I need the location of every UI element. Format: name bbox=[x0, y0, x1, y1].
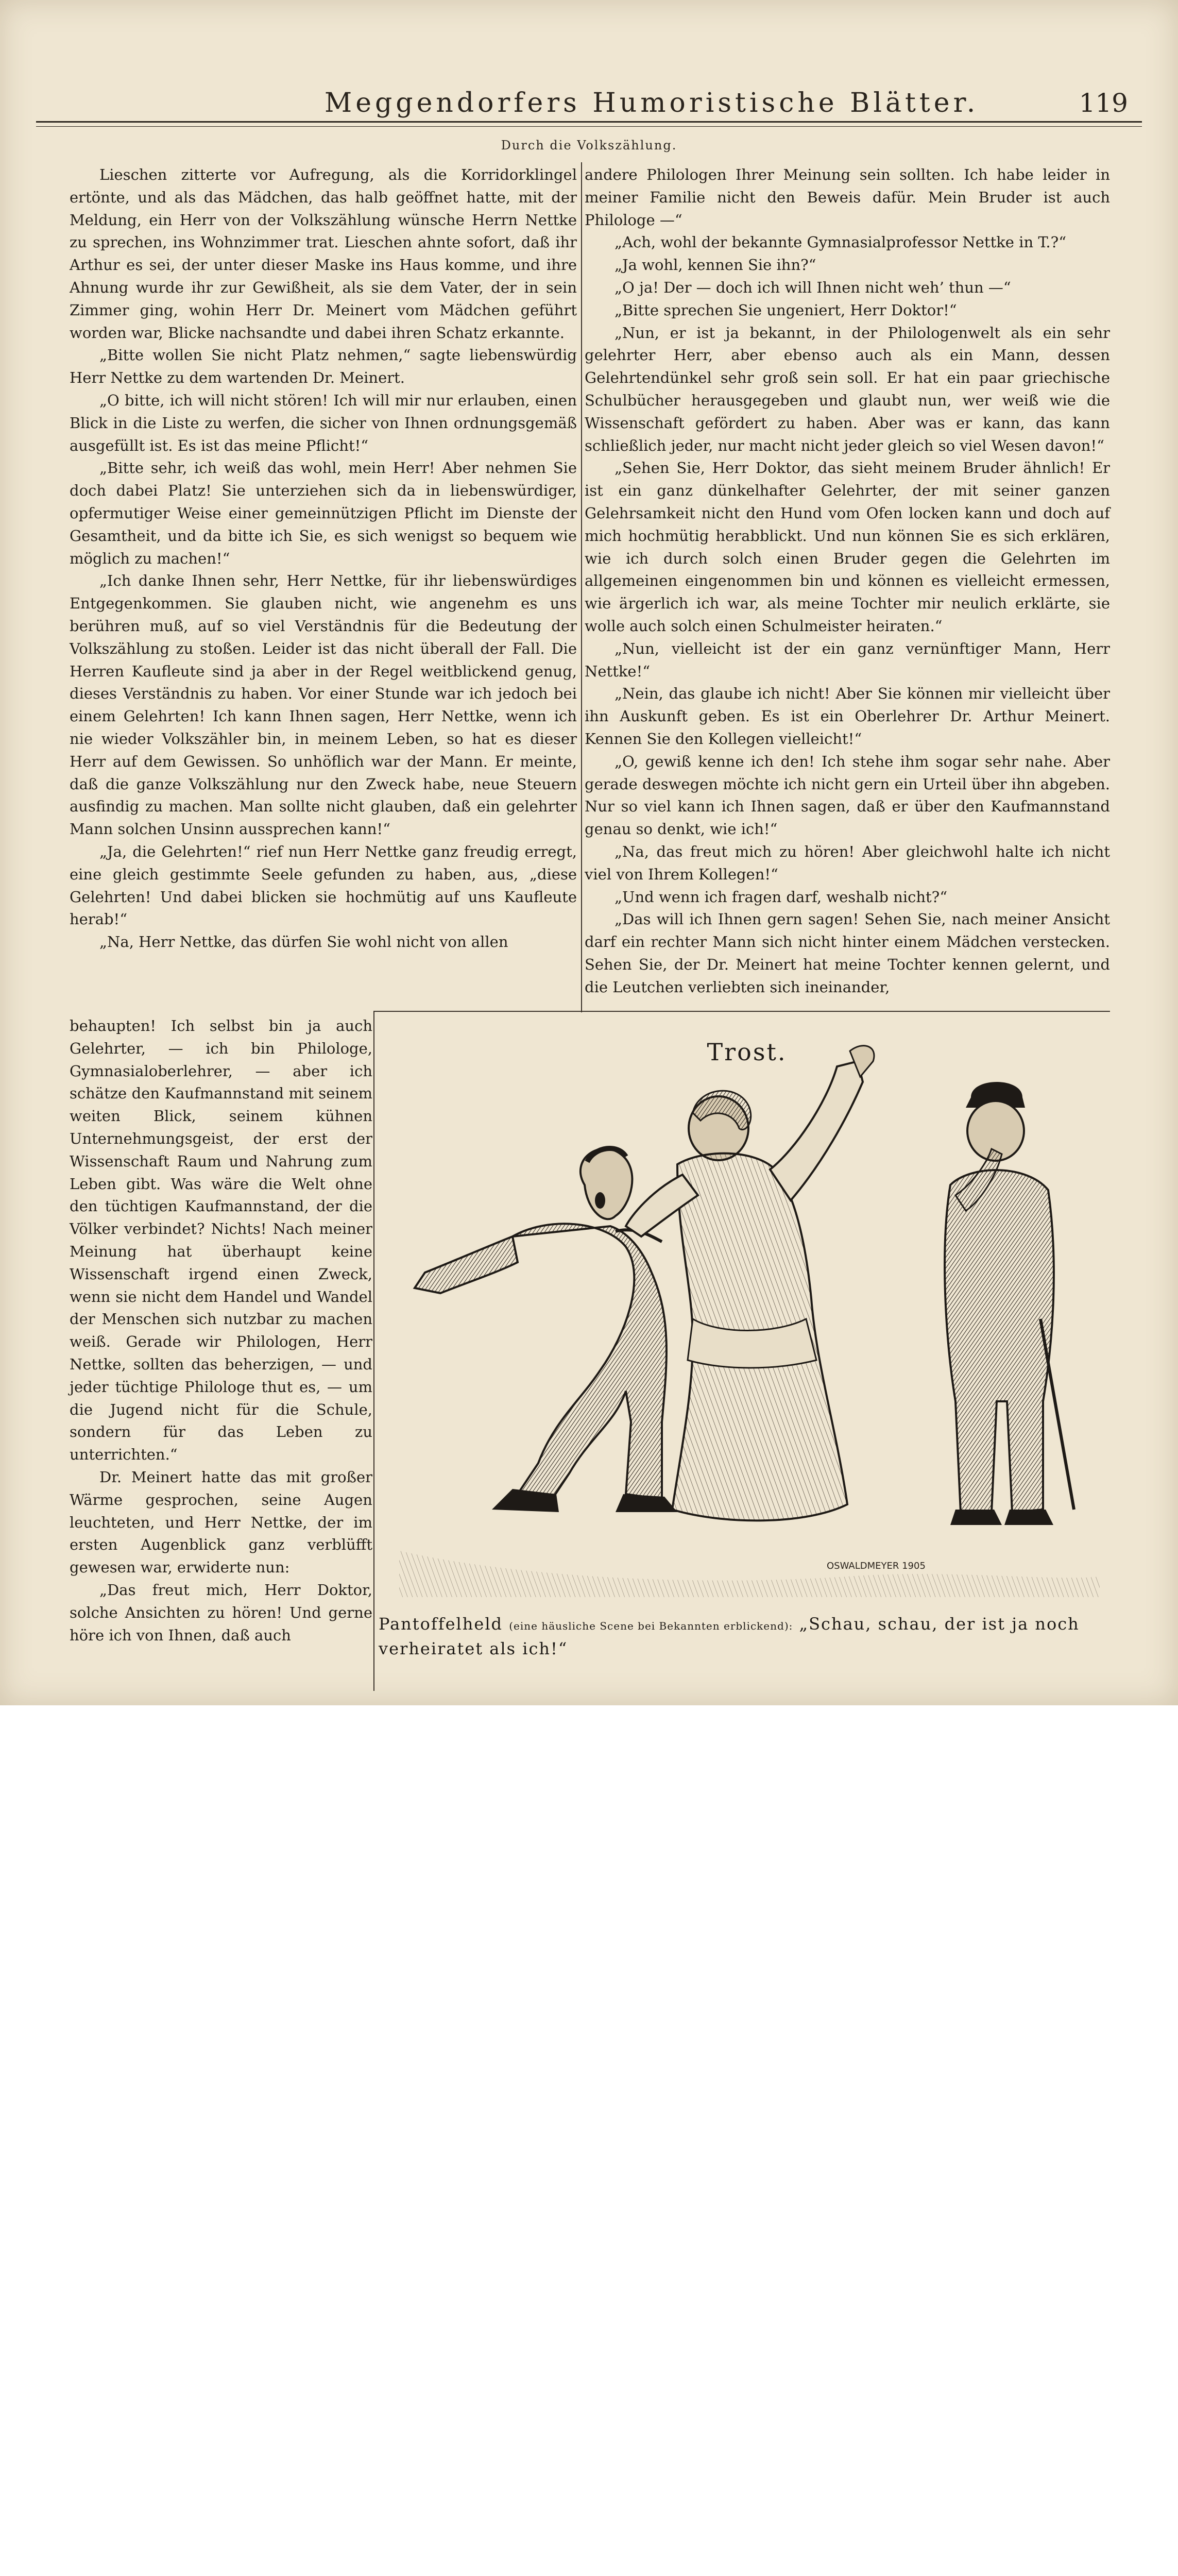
paragraph: „Nun, vielleicht ist der ein ganz vernünftiger Mann, Herr Nettke!“ bbox=[585, 639, 1110, 680]
paragraph: „Sehen Sie, Herr Doktor, das sieht meinem Bruder ähnlich! Er ist ein ganz dünkelhafter Gelehrter, der mit seiner ganzen Gelehrsamkeit nicht den Hund vom Ofen locken kann und doch auf mich hochmütig herabblickt. Und nun können Sie es sich erklären, wie ich durch solch einen Bruder gegen die Gelehrten im allgemeinen eingenommen bin und können es vielleicht ermessen, wie ärgerlich ich war, als meine Tochter mir neulich erklärte, sie wolle auch solch einen Schulmeister heiraten.“ bbox=[585, 459, 1110, 635]
paragraph: „Und wenn ich fragen darf, weshalb nicht?“ bbox=[614, 888, 948, 906]
header-rule-thin bbox=[36, 126, 1142, 127]
paragraph: „O bitte, ich will nicht stören! Ich will mir nur erlauben, einen Blick in die Liste zu werfen, die sicher von Ihnen ordnungsgemäß ausgefüllt ist. Es ist das meine Pflicht!“ bbox=[70, 391, 577, 454]
paragraph: „Ich danke Ihnen sehr, Herr Nettke, für ihr liebenswürdiges Entgegenkommen. Sie glauben nicht, wie angenehm es uns berühren muß, auf so viel Verständnis für die Bedeutung der Volkszählung zu stoßen. Leider ist das nicht überall der Fall. Die Herren Kaufleute sind ja aber in der Regel weitblickend genug, dieses Verständnis zu haben. Vor einer Stunde war ich jedoch bei einem Gelehrten! Ich kann Ihnen sagen, Herr Nettke, wenn ich nie wieder Volkszähler bin, in meinem Leben, so hat es dieser Herr auf dem Gewissen. So unhöflich war der Mann. Er meinte, daß die ganze Volkszählung nur den Zweck habe, neue Steuern ausfindig zu machen. Man sollte nicht glauben, daß ein gelehrter Mann solchen Unsinn aussprechen kann!“ bbox=[70, 572, 577, 838]
paragraph: „Na, das freut mich zu hören! Aber gleichwohl halte ich nicht viel von Ihrem Kollegen!“ bbox=[585, 842, 1110, 883]
paragraph: andere Philologen Ihrer Meinung sein sollten. Ich habe leider in meiner Familie nicht den Beweis dafür. Mein Bruder ist auch Philologe —“ bbox=[585, 166, 1110, 229]
illustration-title: Trost. bbox=[707, 1038, 787, 1066]
artist-signature: OSWALDMEYER 1905 bbox=[827, 1561, 926, 1571]
left-column bbox=[70, 164, 577, 954]
paragraph: „O, gewiß kenne ich den! Ich stehe ihm sogar sehr nahe. Aber gerade deswegen möchte ich nicht gern ein Urteil über ihn abgeben. Nur so viel kann ich Ihnen sagen, daß er über den Kaufmannstand genau so denkt, wie ich!“ bbox=[585, 752, 1110, 838]
paragraph: „Das freut mich, Herr Doktor, solche Ansichten zu hören! Und gerne höre ich von Ihnen, daß auch bbox=[70, 1581, 372, 1644]
column-divider bbox=[581, 162, 582, 1012]
paragraph: „Das will ich Ihnen gern sagen! Sehen Sie, nach meiner Ansicht darf ein rechter Mann sich nicht hinter einem Mädchen verstecken. Sehen Sie, der Dr. Meinert hat meine Tochter kennen gelernt, und die Leutchen verliebten sich ineinander, bbox=[585, 910, 1110, 996]
paragraph: Dr. Meinert hatte das mit großer Wärme gesprochen, seine Augen leuchteten, und Herr Nettke, der im ersten Augenblick ganz verblüfft gewesen war, erwiderte nun: bbox=[70, 1468, 372, 1577]
right-column bbox=[585, 164, 1110, 998]
paragraph: Lieschen zitterte vor Aufregung, als die Korridorklingel ertönte, und als das Mädchen, das halb geöffnet hatte, mit der Meldung, ein Herr von der Volkszählung wünsche Herrn Nettke zu sprechen, ins Wohnzimmer trat. Lieschen ahnte sofort, daß ihr Arthur es sei, der unter dieser Maske ins Haus komme, und ihre Ahnung wurde ihr zur Gewißheit, als sie dem Vater, der in sein Zimmer ging, wohin Herr Dr. Meinert vom Mädchen geführt worden war, Blicke nachsandte und dabei ihren Schatz erkannte. bbox=[70, 166, 577, 342]
paragraph: „O ja! Der — doch ich will Ihnen nicht weh’ thun —“ bbox=[614, 278, 1011, 296]
paragraph: „Nein, das glaube ich nicht! Aber Sie können mir vielleicht über ihn Auskunft geben. Es ist ein Oberlehrer Dr. Arthur Meinert. Kennen Sie den Kollegen vielleicht!“ bbox=[585, 685, 1110, 748]
running-head bbox=[325, 85, 1128, 121]
paragraph: „Ja wohl, kennen Sie ihn?“ bbox=[614, 256, 816, 274]
illustration-frame-left bbox=[373, 1011, 374, 1691]
caption-quote: „Schau, schau, der ist ja noch verheiratet als ich!“ bbox=[379, 1614, 1080, 1658]
header-rule bbox=[36, 121, 1142, 123]
man-figure-right bbox=[945, 1082, 1074, 1525]
floor-shading bbox=[399, 1551, 1100, 1597]
paragraph: „Ja, die Gelehrten!“ rief nun Herr Nettke ganz freudig erregt, eine gleich gestimmte Seele gefunden zu haben, aus, „diese Gelehrten! Und dabei blicken sie hochmütig auf uns Kaufleute herab!“ bbox=[70, 842, 577, 928]
paragraph: „Bitte sehr, ich weiß das wohl, mein Herr! Aber nehmen Sie doch dabei Platz! Sie unterziehen sich da in liebenswürdiger, opfermutiger Weise einer gemeinnützigen Pflicht im Dienste der Gesamtheit, und da bitte ich Sie, es sich wenigst so bequem wie möglich zu machen!“ bbox=[70, 459, 577, 567]
paragraph: „Ach, wohl der bekannte Gymnasialprofessor Nettke in T.?“ bbox=[614, 233, 1067, 251]
illustration-frame-top bbox=[373, 1011, 1110, 1012]
woman-figure-center bbox=[626, 1046, 874, 1521]
paragraph: „Bitte wollen Sie nicht Platz nehmen,“ sagte liebenswürdig Herr Nettke zu dem wartenden Dr. Meinert. bbox=[70, 346, 577, 387]
paragraph: behaupten! Ich selbst bin ja auch Gelehrter, — ich bin Philologe, Gymnasialoberlehrer, — aber ich schätze den Kaufmannstand mit seinem weiten Blick, seinem kühnen Unternehmungsgeist, der erst der Wissenschaft Raum und Nahrung zum Leben gibt. Was wäre die Welt ohne den tüchtigen Kaufmannstand, der die Völker verbindet? Nichts! Nach meiner Meinung hat überhaupt keine Wissenschaft irgend einen Zweck, wenn sie nicht dem Handel und Wandel der Menschen sich nutzbar zu machen weiß. Gerade wir Philologen, Herr Nettke, sollten das beherzigen, — und jeder tüchtige Philologe thut es, — um die Jugend nicht für die Schule, sondern für das Leben zu unterrichten.“ bbox=[70, 1017, 372, 1464]
cartoon-illustration bbox=[384, 1030, 1110, 1613]
bottom-left-column bbox=[70, 1015, 372, 1647]
illustration-caption bbox=[379, 1613, 1110, 1660]
viewer-footer bbox=[0, 1705, 1178, 1790]
periodical-title: Meggendorfers Humoristische Blätter. bbox=[325, 88, 979, 118]
paragraph: „Nun, er ist ja bekannt, in der Philologenwelt als ein sehr gelehrter Herr, aber ebenso auch als ein Mann, dessen Gelehrtendünkel sehr groß sein soll. Er hat ein paar griechische Schulbücher herausgegeben und glaubt nun, wer weiß wie die Wissenschaft gefördert zu haben. Aber was er kann, das kann schließlich jeder, nur macht nicht jeder gleich so viel Wesen davon!“ bbox=[585, 324, 1110, 454]
paragraph: „Na, Herr Nettke, das dürfen Sie wohl nicht von allen bbox=[99, 933, 508, 951]
caption-note: (eine häusliche Scene bei Bekannten erblickend): bbox=[509, 1620, 793, 1632]
man-figure-left bbox=[415, 1148, 677, 1512]
page-number: 119 bbox=[1079, 88, 1128, 118]
paragraph: „Bitte sprechen Sie ungeniert, Herr Doktor!“ bbox=[614, 301, 957, 319]
caption-lead: Pantoffelheld bbox=[379, 1614, 503, 1634]
story-heading: Durch die Volkszählung. bbox=[501, 138, 677, 152]
